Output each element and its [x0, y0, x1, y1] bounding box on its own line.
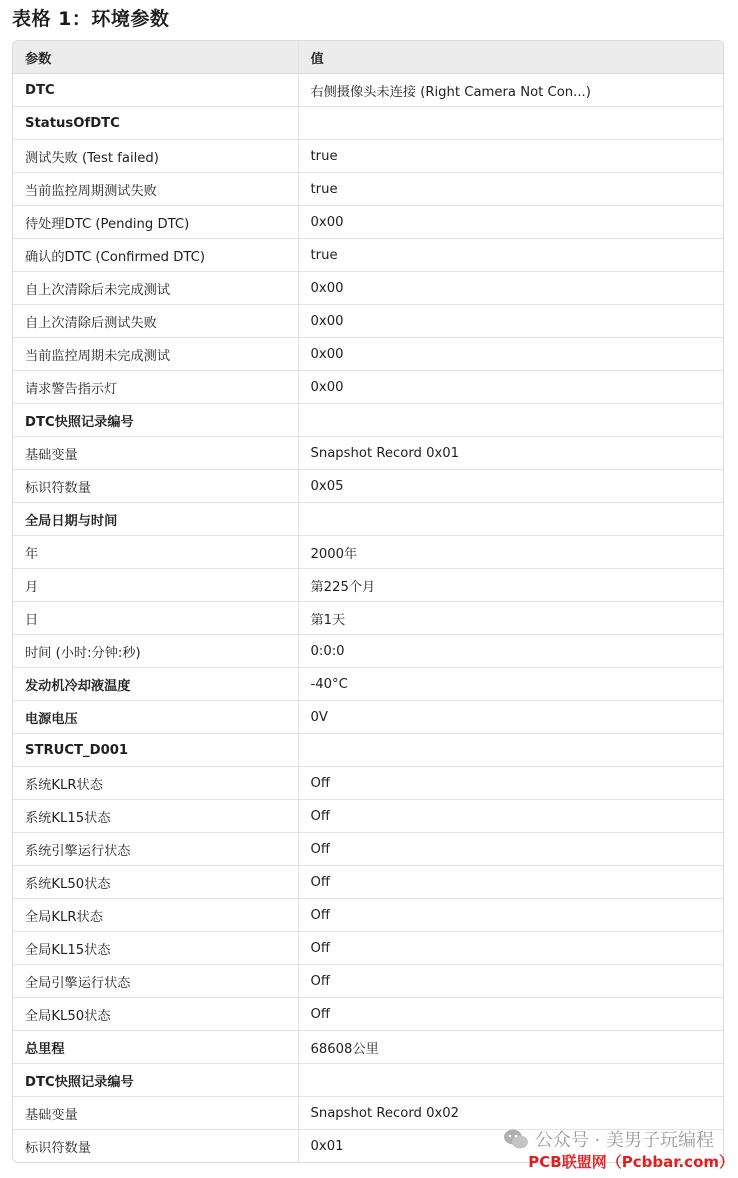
param-cell: 请求警告指示灯 [13, 371, 298, 404]
header-value: 值 [298, 41, 723, 74]
value-cell: true [298, 140, 723, 173]
param-cell: 发动机冷却液温度 [13, 668, 298, 701]
value-cell: Off [298, 800, 723, 833]
param-cell: 测试失败 (Test failed) [13, 140, 298, 173]
header-param: 参数 [13, 41, 298, 74]
watermark [503, 1126, 714, 1152]
table-row [13, 74, 723, 107]
param-cell: 总里程 [13, 1031, 298, 1064]
table-row [13, 932, 723, 965]
value-cell: 0V [298, 701, 723, 734]
param-cell: 自上次清除后未完成测试 [13, 272, 298, 305]
table-row [13, 272, 723, 305]
value-cell: -40°C [298, 668, 723, 701]
table-row [13, 1064, 723, 1097]
table-row [13, 866, 723, 899]
param-cell: DTC快照记录编号 [13, 404, 298, 437]
value-cell: Snapshot Record 0x01 [298, 437, 723, 470]
value-cell: Off [298, 965, 723, 998]
param-cell: 标识符数量 [13, 470, 298, 503]
table-row [13, 239, 723, 272]
table-row [13, 767, 723, 800]
table-row [13, 503, 723, 536]
value-cell: Off [298, 899, 723, 932]
table-row [13, 734, 723, 767]
param-cell: 标识符数量 [13, 1130, 298, 1163]
table-row [13, 338, 723, 371]
table-row [13, 668, 723, 701]
param-cell: 全局KL50状态 [13, 998, 298, 1031]
value-cell: true [298, 173, 723, 206]
table-row [13, 602, 723, 635]
value-cell: Off [298, 998, 723, 1031]
table-header-row [13, 41, 723, 74]
value-cell: 0x01 [310, 1138, 344, 1154]
param-cell: STRUCT_D001 [13, 734, 298, 767]
value-cell: 0x00 [298, 338, 723, 371]
value-cell: Off [298, 833, 723, 866]
table-row [13, 305, 723, 338]
table-row [13, 998, 723, 1031]
table-title: 表格 1：环境参数 [12, 8, 170, 30]
table-row [13, 800, 723, 833]
table-row [13, 833, 723, 866]
param-cell: 系统KL15状态 [13, 800, 298, 833]
table-row [13, 107, 723, 140]
table-row [13, 1097, 723, 1130]
value-cell: 0x00 [298, 371, 723, 404]
value-cell: 2000年 [298, 536, 723, 569]
param-cell: 自上次清除后测试失败 [13, 305, 298, 338]
param-cell: 全局引擎运行状态 [13, 965, 298, 998]
param-cell: 当前监控周期测试失败 [13, 173, 298, 206]
param-cell: 年 [13, 536, 298, 569]
env-params-table [12, 40, 724, 1163]
value-cell [298, 503, 723, 536]
value-cell: Snapshot Record 0x02 [298, 1097, 723, 1130]
table-row [13, 635, 723, 668]
value-cell: 0x00 [298, 272, 723, 305]
value-cell: 右侧摄像头未连接 (Right Camera Not Con...) [298, 74, 723, 107]
value-cell: Off [298, 932, 723, 965]
value-cell [298, 404, 723, 437]
table-row [13, 206, 723, 239]
param-cell: 全局KL15状态 [13, 932, 298, 965]
table-row [13, 371, 723, 404]
value-cell: 0x05 [298, 470, 723, 503]
value-cell: true [298, 239, 723, 272]
table-row [13, 536, 723, 569]
table-row [13, 437, 723, 470]
value-cell: 0x00 [298, 305, 723, 338]
value-cell: Off [298, 767, 723, 800]
param-cell: 确认的DTC (Confirmed DTC) [13, 239, 298, 272]
value-cell: 第225个月 [298, 569, 723, 602]
value-cell [298, 734, 723, 767]
param-cell: 日 [13, 602, 298, 635]
value-cell: 68608公里 [298, 1031, 723, 1064]
table-row [13, 470, 723, 503]
value-cell: 第1天 [298, 602, 723, 635]
watermark-text: 公众号 · 美男子玩编程 [534, 1130, 714, 1151]
param-cell: 月 [13, 569, 298, 602]
table-row [13, 404, 723, 437]
value-cell: 0x00 [298, 206, 723, 239]
param-cell: 基础变量 [13, 437, 298, 470]
value-cell: Off [298, 866, 723, 899]
param-cell: 系统KL50状态 [13, 866, 298, 899]
table-row [13, 1031, 723, 1064]
param-cell: 当前监控周期未完成测试 [13, 338, 298, 371]
param-cell: StatusOfDTC [13, 107, 298, 140]
param-cell: 待处理DTC (Pending DTC) [13, 206, 298, 239]
table-row [13, 965, 723, 998]
table-row [13, 701, 723, 734]
table-row [13, 140, 723, 173]
value-cell [298, 1064, 723, 1097]
param-cell: 全局日期与时间 [13, 503, 298, 536]
param-cell: 系统引擎运行状态 [13, 833, 298, 866]
table-row [13, 899, 723, 932]
value-cell: 0:0:0 [298, 635, 723, 668]
table-row [13, 569, 723, 602]
param-cell: 基础变量 [13, 1097, 298, 1130]
brand-watermark: PCB联盟网（Pcbbar.com） [528, 1153, 734, 1171]
param-cell: 电源电压 [13, 701, 298, 734]
value-cell [298, 107, 723, 140]
param-cell: DTC快照记录编号 [13, 1064, 298, 1097]
param-cell: 时间 (小时:分钟:秒) [13, 635, 298, 668]
param-cell: 系统KLR状态 [13, 767, 298, 800]
param-cell: DTC [13, 74, 298, 107]
wechat-icon [503, 1128, 529, 1150]
param-cell: 全局KLR状态 [13, 899, 298, 932]
table-row [13, 173, 723, 206]
